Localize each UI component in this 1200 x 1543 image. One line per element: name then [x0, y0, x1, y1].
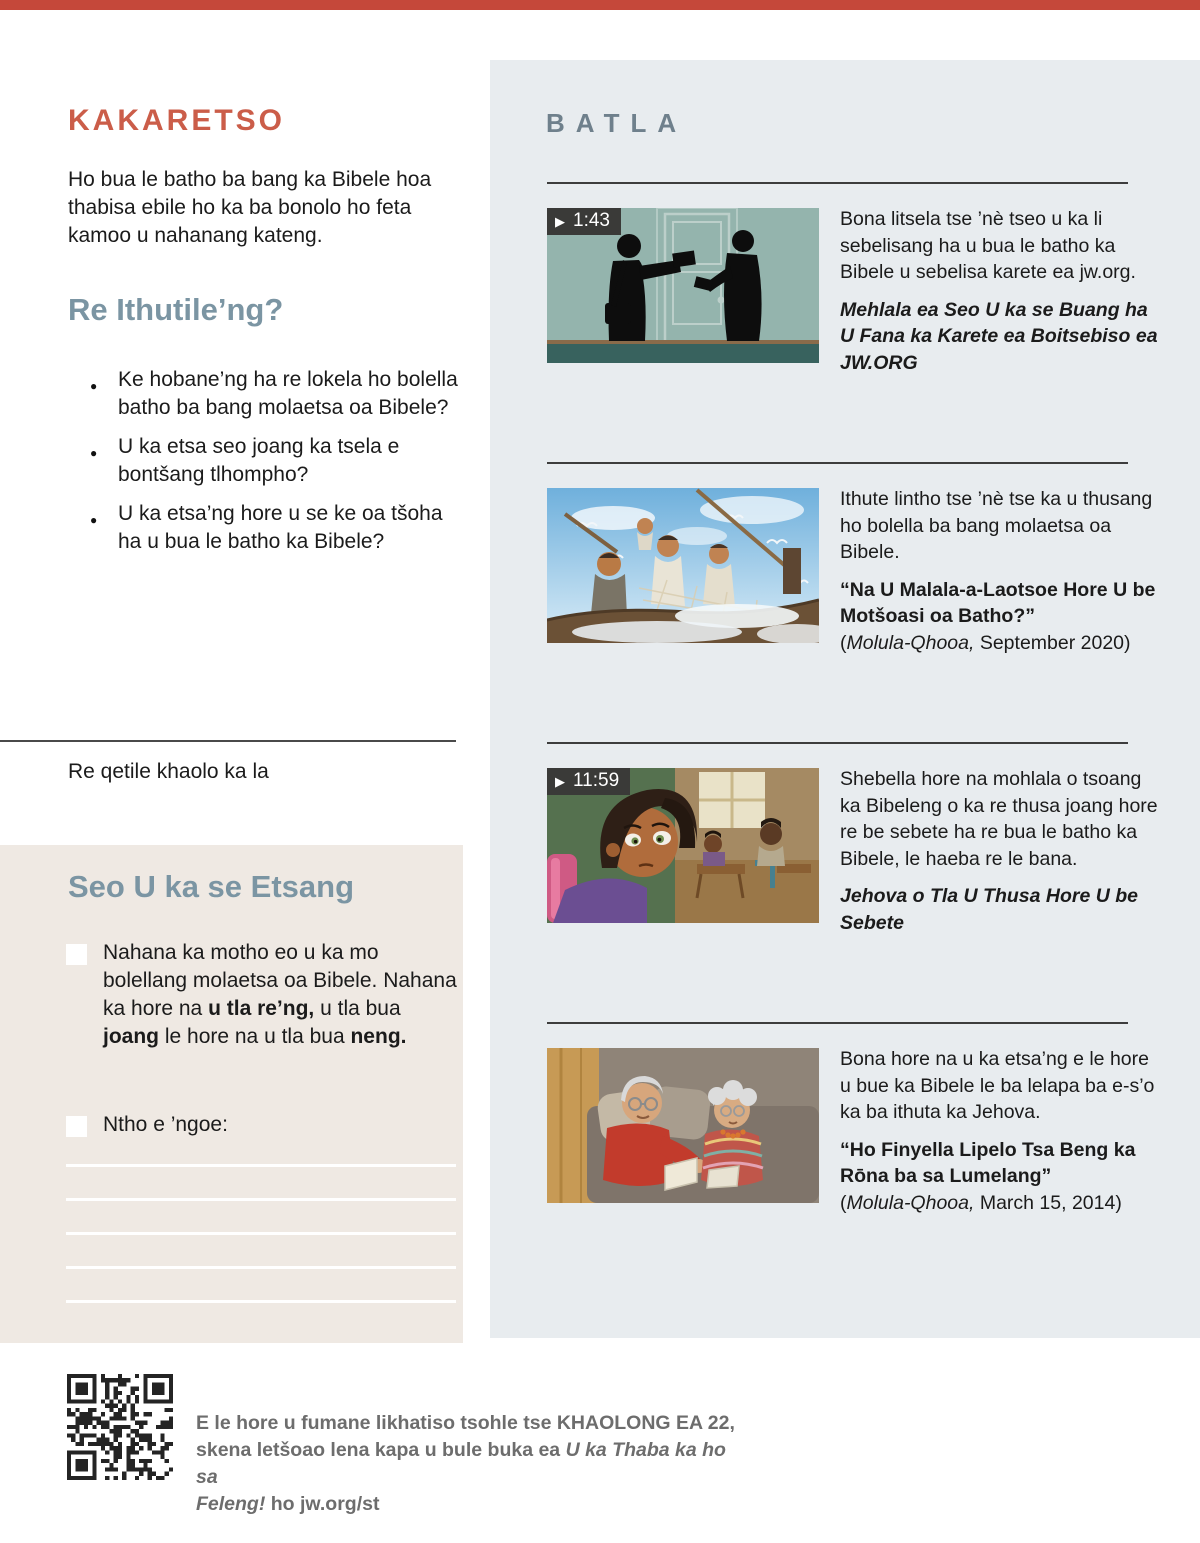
write-line	[66, 1266, 456, 1269]
video-duration-badge	[547, 768, 630, 795]
entry-source: (Molula-Qhooa, September 2020)	[840, 631, 1131, 654]
find-entry	[840, 1046, 1158, 1216]
write-line	[66, 1198, 456, 1201]
entry-body: Bona litsela tse ’nè tseo u ka li sebelisang ha u bua le batho ka Bibele u sebelisa karete ea jw.org.	[840, 208, 1136, 283]
video-thumbnail-classroom[interactable]	[547, 768, 819, 923]
write-line	[66, 1232, 456, 1235]
find-entry	[840, 766, 1158, 936]
section-rule	[547, 182, 1128, 184]
entry-source: (Molula-Qhooa, March 15, 2014)	[840, 1191, 1122, 1214]
chapter-finished-label: Re qetile khaolo ka la	[68, 760, 269, 783]
entry-reference: “Ho Finyella Lipelo Tsa Beng ka Rōna ba sa Lumelang”	[840, 1138, 1136, 1187]
find-title: BATLA	[546, 108, 688, 138]
review-title: Re Ithutile’ng?	[68, 292, 284, 327]
overview-title: KAKARETSO	[68, 104, 286, 137]
review-question: ● U ka etsa’ng hore u se ke oa tšoha ha u bua le batho ka Bibele?	[68, 500, 470, 556]
todo-checkbox	[66, 944, 87, 965]
video-duration-badge	[547, 208, 621, 235]
todo-item-text: Nahana ka motho eo u ka mo bolellang molaetsa oa Bibele. Nahana ka hore na u tla re’ng, u tla bua joang le hore na u tla bua neng.	[103, 941, 457, 1048]
entry-reference: Mehlala ea Seo U ka se Buang ha U Fana ka Karete ea Boitsebiso ea JW.ORG	[840, 298, 1158, 374]
write-line	[66, 1300, 456, 1303]
play-icon: ▶	[555, 214, 565, 229]
todo-title: Seo U ka se Etsang	[68, 869, 355, 904]
find-entry	[840, 486, 1158, 656]
qr-code	[67, 1374, 173, 1480]
review-question: ● U ka etsa seo joang ka tsela e bontšang tlhompho?	[68, 433, 470, 489]
video-thumbnail-door-ministry[interactable]	[547, 208, 819, 363]
write-line	[66, 1164, 456, 1167]
entry-reference: “Na U Malala-a-Laotsoe Hore U be Motšoasi oa Batho?”	[840, 578, 1156, 627]
elderly-couple-reading-illustration	[547, 1048, 819, 1203]
video-duration: 1:43	[573, 210, 610, 231]
top-accent-bar	[0, 0, 1200, 10]
section-rule	[547, 1022, 1128, 1024]
footer-note: E le hore u fumane likhatiso tsohle tse KHAOLONG EA 22, skena letšoao lena kapa u bule buka ea U ka Thaba ka ho sa Feleng! ho jw.org/st	[196, 1412, 735, 1515]
entry-body: Shebella hore na mohlala o tsoang ka Bibeleng o ka re thusa joang hore re be sebete ha re bua le batho ka Bibele, le haeba re le bana.	[840, 768, 1158, 870]
article-thumbnail-couple[interactable]	[547, 1048, 819, 1203]
review-question: ● Ke hobane’ng ha re lokela ho bolella batho ba bang molaetsa oa Bibele?	[68, 366, 470, 422]
entry-body: Bona hore na u ka etsa’ng e le hore u bue ka Bibele le ba lelapa ba e-s’o ka ba ithuta ka Jehova.	[840, 1048, 1155, 1123]
divider-line	[0, 740, 456, 742]
fishermen-pulling-net-illustration	[547, 488, 819, 643]
todo-item-text: Ntho e ’ngoe:	[103, 1113, 228, 1136]
play-icon: ▶	[555, 774, 565, 789]
video-duration: 11:59	[573, 770, 620, 791]
find-entry	[840, 206, 1158, 376]
review-questions	[68, 366, 470, 567]
entry-reference: Jehova o Tla U Thusa Hore U be Sebete	[840, 885, 1138, 934]
section-rule	[547, 742, 1128, 744]
article-thumbnail-fishermen[interactable]	[547, 488, 819, 643]
section-rule	[547, 462, 1128, 464]
what-you-will-do-box	[0, 845, 463, 1343]
overview-text: Ho bua le batho ba bang ka Bibele hoa thabisa ebile ho ka ba bonolo ho feta kamoo u nahanang kateng.	[68, 168, 432, 247]
find-panel	[490, 60, 1200, 1338]
todo-checkbox	[66, 1116, 87, 1137]
entry-body: Ithute lintho tse ’nè tse ka u thusang ho bolella ba bang molaetsa oa Bibele.	[840, 488, 1153, 563]
